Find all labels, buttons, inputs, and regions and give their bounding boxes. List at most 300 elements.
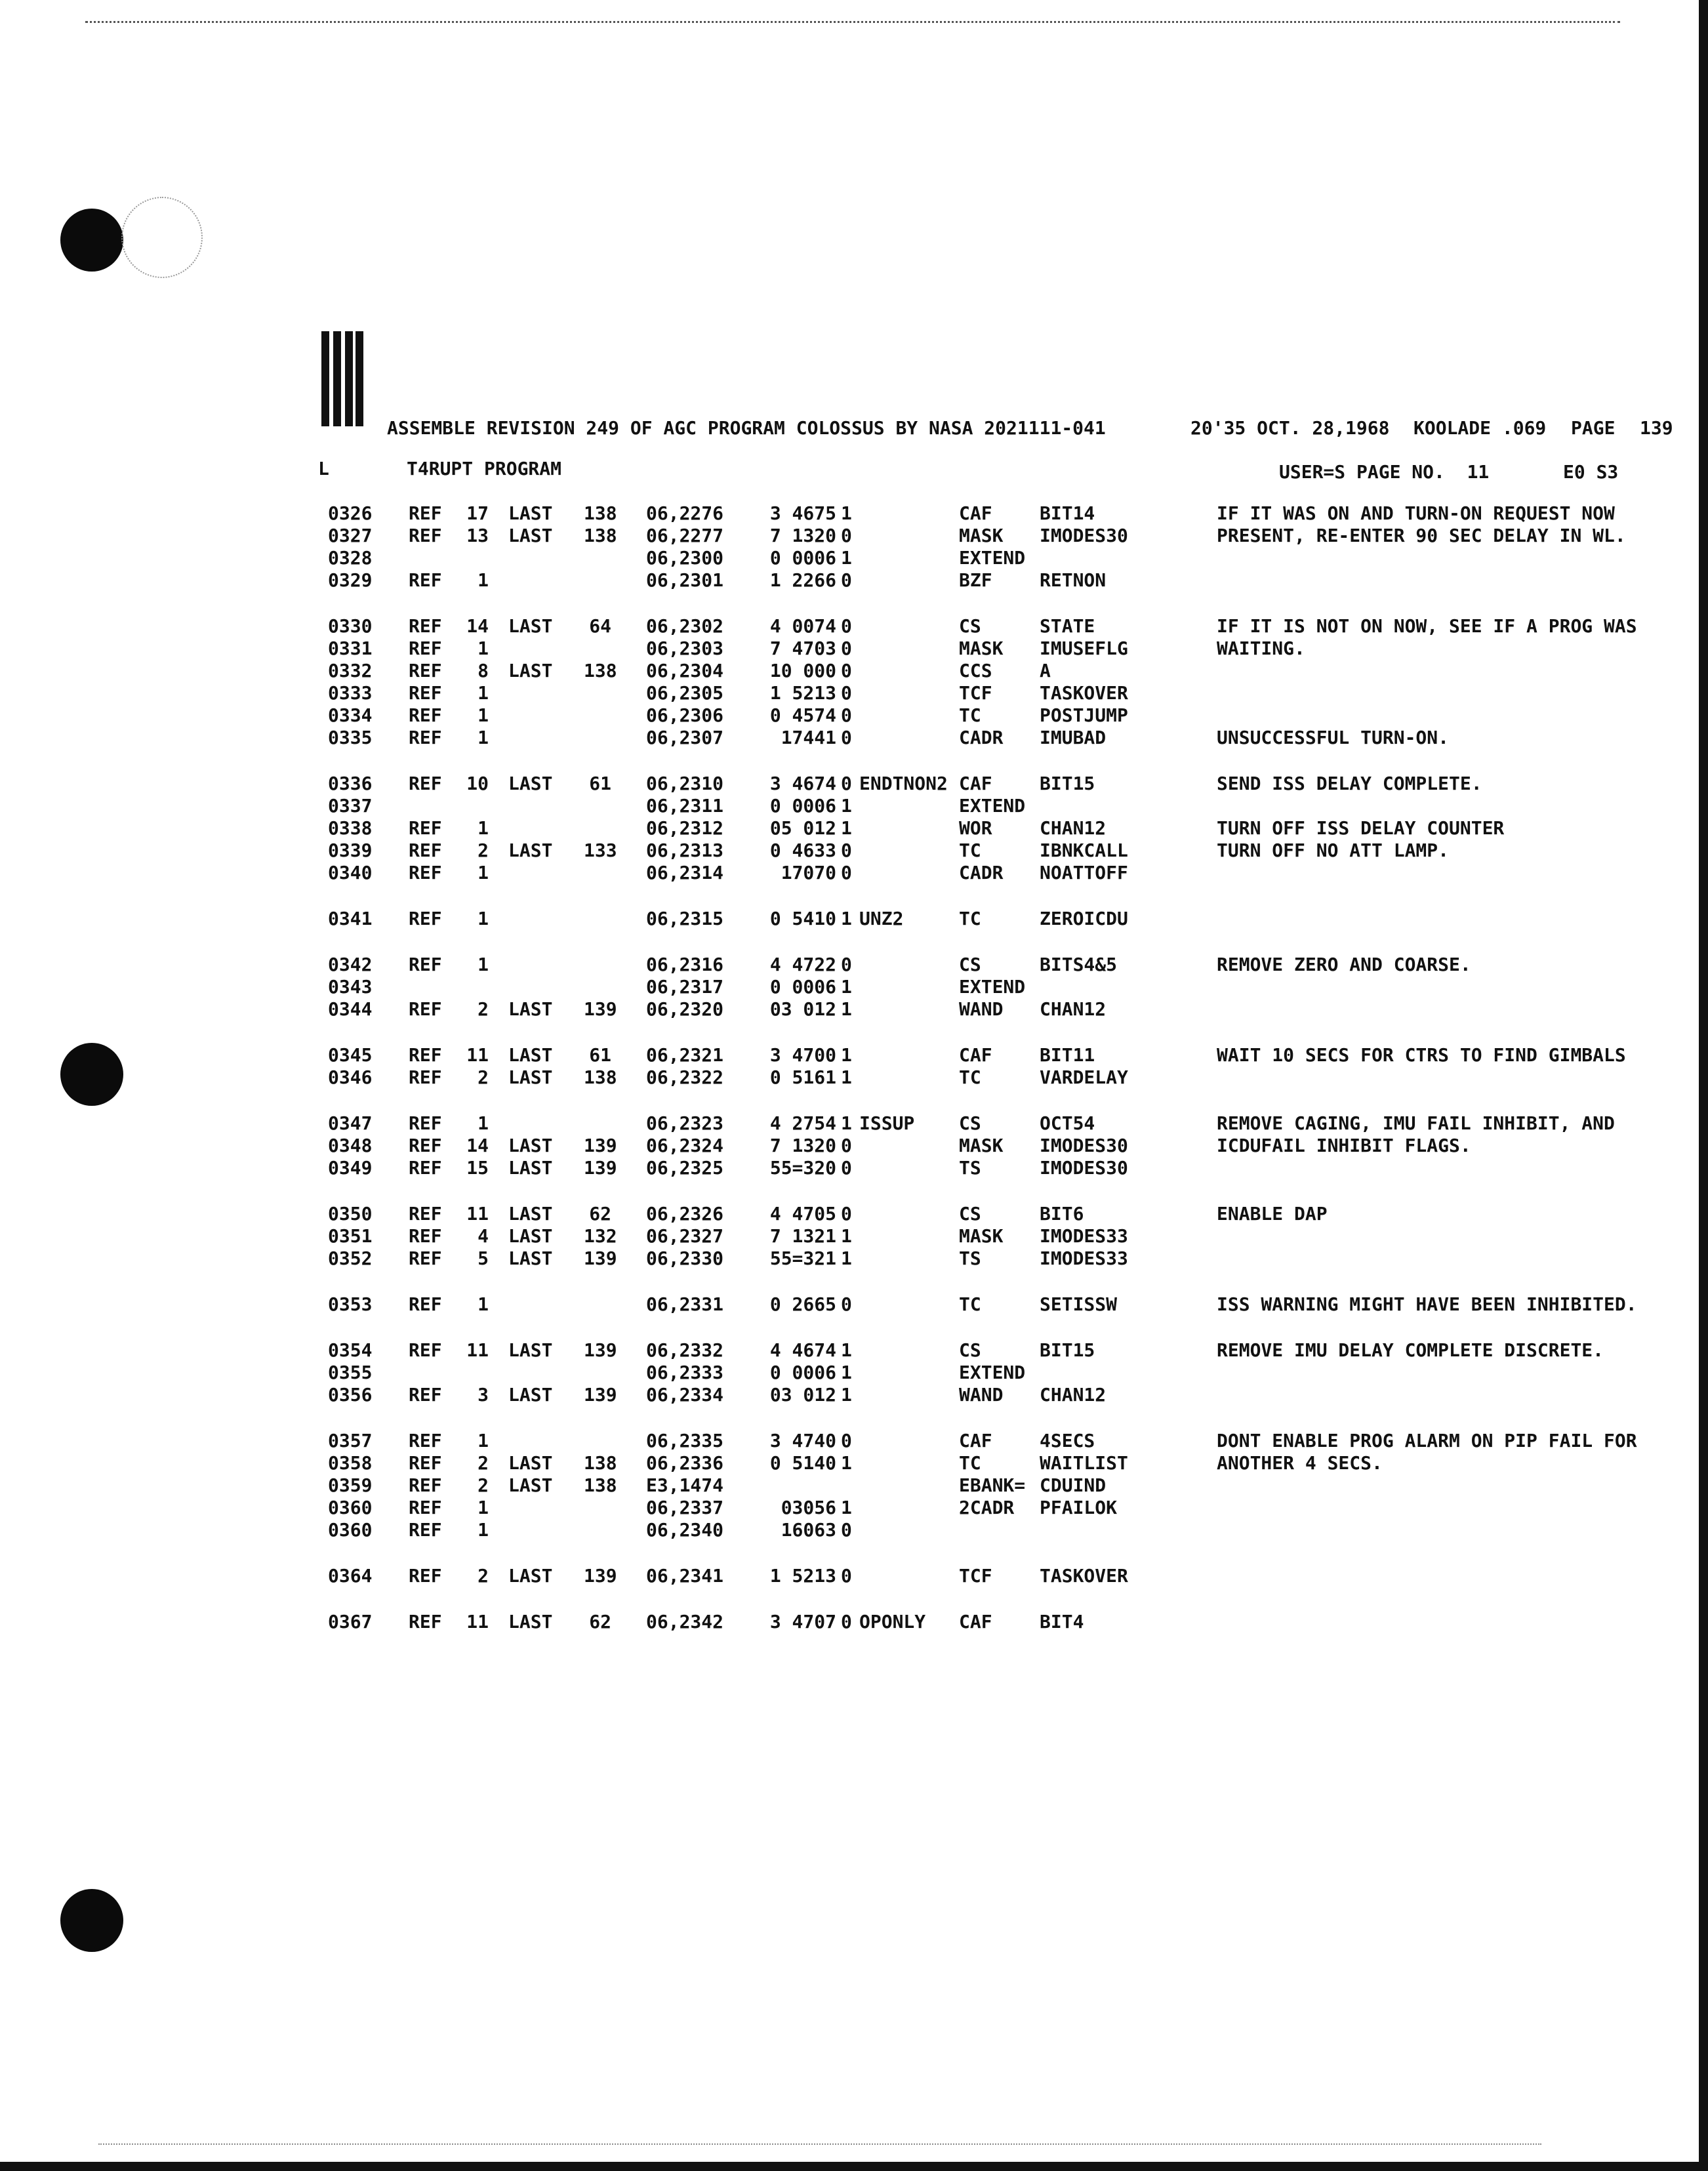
octal-word: 7 1320	[769, 1135, 836, 1156]
octal-word: 1 5213	[769, 1565, 836, 1587]
ref-count: 1	[478, 638, 489, 659]
operand: IMODES33	[1040, 1248, 1128, 1269]
ref-count: 11	[466, 1044, 489, 1066]
ref-tag: REF	[409, 1611, 442, 1633]
punch-hole-bottom	[60, 1889, 123, 1952]
listing-row	[0, 1339, 1708, 1362]
address: 06,2317	[646, 976, 724, 998]
listing-row	[0, 1474, 1708, 1497]
ref-tag: REF	[409, 1044, 442, 1066]
last-tag: LAST	[508, 1248, 553, 1269]
opcode: TCF	[959, 682, 992, 704]
opcode: CAF	[959, 502, 992, 524]
ref-tag: REF	[409, 1430, 442, 1451]
line-number: 0343	[328, 976, 373, 998]
address: 06,2304	[646, 660, 724, 681]
opcode: BZF	[959, 569, 992, 591]
octal-word: 0 5161	[769, 1066, 836, 1088]
operand: BIT6	[1040, 1203, 1084, 1225]
opcode: WAND	[959, 1384, 1004, 1406]
last-page: 138	[584, 1066, 617, 1088]
listing-row	[0, 727, 1708, 749]
parity: 1	[841, 998, 852, 1020]
last-page: 139	[584, 1565, 617, 1587]
parity: 0	[841, 1157, 852, 1179]
opcode: TC	[959, 840, 981, 861]
operand: BIT15	[1040, 1339, 1095, 1361]
opcode: CAF	[959, 773, 992, 794]
ref-count: 14	[466, 1135, 489, 1156]
octal-word: 7 1320	[769, 525, 836, 546]
octal-word: 17070	[781, 862, 836, 883]
opcode: EBANK=	[959, 1474, 1026, 1496]
address: 06,2323	[646, 1112, 724, 1134]
line-number: 0342	[328, 954, 373, 975]
line-number: 0353	[328, 1293, 373, 1315]
line-number: 0339	[328, 840, 373, 861]
opcode: CS	[959, 1203, 981, 1225]
operand: BIT14	[1040, 502, 1095, 524]
listing-row	[0, 1293, 1708, 1316]
parity: 0	[841, 954, 852, 975]
ref-count: 15	[466, 1157, 489, 1179]
opcode: EXTEND	[959, 1362, 1026, 1383]
octal-word: 4 4722	[769, 954, 836, 975]
ref-count: 3	[478, 1384, 489, 1406]
assembly-date: 20'35 OCT. 28,1968	[1190, 417, 1390, 439]
address: 06,2321	[646, 1044, 724, 1066]
operand: ZEROICDU	[1040, 908, 1128, 929]
ref-tag: REF	[409, 682, 442, 704]
address: 06,2320	[646, 998, 724, 1020]
octal-word: 0 5410	[769, 908, 836, 929]
opcode: TS	[959, 1248, 981, 1269]
comment: ENABLE DAP	[1217, 1203, 1328, 1225]
ref-count: 1	[478, 1293, 489, 1315]
last-tag: LAST	[508, 773, 553, 794]
line-number: 0328	[328, 547, 373, 569]
opcode: CCS	[959, 660, 992, 681]
ref-tag: REF	[409, 1293, 442, 1315]
address: 06,2306	[646, 704, 724, 726]
last-tag: LAST	[508, 1339, 553, 1361]
binder-mark	[321, 331, 363, 426]
line-number: 0357	[328, 1430, 373, 1451]
ref-tag: REF	[409, 1112, 442, 1134]
opcode: CS	[959, 954, 981, 975]
listing-row	[0, 1452, 1708, 1474]
listing-row	[0, 1497, 1708, 1519]
parity: 0	[841, 704, 852, 726]
opcode: TC	[959, 1066, 981, 1088]
last-page: 138	[584, 660, 617, 681]
line-number: 0335	[328, 727, 373, 748]
comment: REMOVE CAGING, IMU FAIL INHIBIT, AND	[1217, 1112, 1615, 1134]
opcode: MASK	[959, 525, 1004, 546]
comment: ISS WARNING MIGHT HAVE BEEN INHIBITED.	[1217, 1293, 1637, 1315]
ref-tag: REF	[409, 862, 442, 883]
code-label: UNZ2	[859, 908, 904, 929]
ref-count: 2	[478, 1565, 489, 1587]
opcode: CAF	[959, 1611, 992, 1633]
operand: BIT15	[1040, 773, 1095, 794]
opcode: TC	[959, 1293, 981, 1315]
listing-row	[0, 1565, 1708, 1587]
ref-count: 2	[478, 840, 489, 861]
operand: IBNKCALL	[1040, 840, 1128, 861]
opcode: WOR	[959, 817, 992, 839]
line-number: 0344	[328, 998, 373, 1020]
operand: IMUBAD	[1040, 727, 1107, 748]
ref-count: 11	[466, 1339, 489, 1361]
parity: 0	[841, 1203, 852, 1225]
comment: IF IT WAS ON AND TURN-ON REQUEST NOW	[1217, 502, 1615, 524]
ref-tag: REF	[409, 638, 442, 659]
address: 06,2333	[646, 1362, 724, 1383]
ref-tag: REF	[409, 660, 442, 681]
ref-count: 10	[466, 773, 489, 794]
ref-tag: REF	[409, 704, 442, 726]
line-number: 0350	[328, 1203, 373, 1225]
listing-row	[0, 704, 1708, 727]
line-number: 0340	[328, 862, 373, 883]
parity: 0	[841, 727, 852, 748]
address: 06,2322	[646, 1066, 724, 1088]
octal-word: 1 5213	[769, 682, 836, 704]
octal-word: 0 4633	[769, 840, 836, 861]
octal-word: 10 000	[769, 660, 836, 681]
ref-count: 1	[478, 817, 489, 839]
address: 06,2310	[646, 773, 724, 794]
line-number: 0348	[328, 1135, 373, 1156]
octal-word: 3 4700	[769, 1044, 836, 1066]
listing-row	[0, 1611, 1708, 1633]
ref-tag: REF	[409, 1474, 442, 1496]
listing-row	[0, 660, 1708, 682]
page-bottom-edge	[98, 2143, 1541, 2145]
parity: 1	[841, 1362, 852, 1383]
listing-row	[0, 817, 1708, 840]
last-page: 62	[589, 1611, 611, 1633]
line-number: 0332	[328, 660, 373, 681]
address: 06,2336	[646, 1452, 724, 1474]
listing-row	[0, 1135, 1708, 1157]
punch-hole-top	[60, 209, 123, 272]
last-page: 61	[589, 1044, 611, 1066]
parity: 1	[841, 1066, 852, 1088]
octal-word: 0 5140	[769, 1452, 836, 1474]
line-number: 0356	[328, 1384, 373, 1406]
last-page: 139	[584, 1135, 617, 1156]
scan-edge-bottom	[0, 2162, 1708, 2171]
octal-word: 0 0006	[769, 547, 836, 569]
opcode: MASK	[959, 1135, 1004, 1156]
listing-row	[0, 976, 1708, 998]
last-page: 138	[584, 1474, 617, 1496]
line-number: 0360	[328, 1497, 373, 1518]
line-number: 0337	[328, 795, 373, 817]
last-page: 138	[584, 1452, 617, 1474]
operand: PFAILOK	[1040, 1497, 1118, 1518]
address: 06,2302	[646, 615, 724, 637]
parity: 0	[841, 1519, 852, 1541]
listing-row	[0, 1203, 1708, 1225]
operand: TASKOVER	[1040, 1565, 1128, 1587]
octal-word: 05 012	[769, 817, 836, 839]
ref-tag: REF	[409, 1519, 442, 1541]
address: 06,2325	[646, 1157, 724, 1179]
operand: TASKOVER	[1040, 682, 1128, 704]
octal-word: 4 2754	[769, 1112, 836, 1134]
ref-count: 1	[478, 1112, 489, 1134]
parity: 0	[841, 638, 852, 659]
parity: 1	[841, 908, 852, 929]
listing-row	[0, 682, 1708, 704]
address: 06,2341	[646, 1565, 724, 1587]
octal-word: 55=321	[769, 1248, 836, 1269]
line-number: 0334	[328, 704, 373, 726]
parity: 0	[841, 525, 852, 546]
address: 06,2327	[646, 1225, 724, 1247]
line-number: 0358	[328, 1452, 373, 1474]
comment: WAITING.	[1217, 638, 1305, 659]
operand: BIT4	[1040, 1611, 1084, 1633]
ref-count: 11	[466, 1203, 489, 1225]
ref-count: 1	[478, 704, 489, 726]
octal-word: 3 4675	[769, 502, 836, 524]
parity: 1	[841, 547, 852, 569]
ref-count: 8	[478, 660, 489, 681]
operand: OCT54	[1040, 1112, 1095, 1134]
parity: 0	[841, 1293, 852, 1315]
ref-tag: REF	[409, 727, 442, 748]
line-flag: L	[318, 458, 329, 479]
last-page: 133	[584, 840, 617, 861]
last-tag: LAST	[508, 615, 553, 637]
listing-row	[0, 908, 1708, 930]
opcode: CADR	[959, 862, 1004, 883]
line-number: 0327	[328, 525, 373, 546]
last-tag: LAST	[508, 1565, 553, 1587]
octal-word: 03 012	[769, 998, 836, 1020]
line-number: 0359	[328, 1474, 373, 1496]
last-tag: LAST	[508, 1225, 553, 1247]
line-number: 0338	[328, 817, 373, 839]
operand: POSTJUMP	[1040, 704, 1128, 726]
address: 06,2337	[646, 1497, 724, 1518]
last-tag: LAST	[508, 998, 553, 1020]
line-number: 0364	[328, 1565, 373, 1587]
last-tag: LAST	[508, 1066, 553, 1088]
ref-tag: REF	[409, 817, 442, 839]
octal-word: 0 2665	[769, 1293, 836, 1315]
line-number: 0331	[328, 638, 373, 659]
last-tag: LAST	[508, 502, 553, 524]
last-page: 138	[584, 525, 617, 546]
address: E3,1474	[646, 1474, 724, 1496]
ref-count: 17	[466, 502, 489, 524]
octal-word: 3 4707	[769, 1611, 836, 1633]
parity: 1	[841, 817, 852, 839]
opcode: CS	[959, 615, 981, 637]
line-number: 0330	[328, 615, 373, 637]
ref-tag: REF	[409, 1452, 442, 1474]
line-number: 0333	[328, 682, 373, 704]
address: 06,2311	[646, 795, 724, 817]
listing-row	[0, 638, 1708, 660]
operand: STATE	[1040, 615, 1095, 637]
comment: REMOVE IMU DELAY COMPLETE DISCRETE.	[1217, 1339, 1604, 1361]
address: 06,2312	[646, 817, 724, 839]
code-label: ENDTNON2	[859, 773, 948, 794]
ref-count: 2	[478, 998, 489, 1020]
ref-tag: REF	[409, 840, 442, 861]
ref-count: 11	[466, 1611, 489, 1633]
parity: 0	[841, 682, 852, 704]
last-page: 139	[584, 1339, 617, 1361]
line-number: 0345	[328, 1044, 373, 1066]
octal-word: 16063	[781, 1519, 836, 1541]
address: 06,2315	[646, 908, 724, 929]
octal-word: 3 4740	[769, 1430, 836, 1451]
octal-word: 7 1321	[769, 1225, 836, 1247]
listing-row	[0, 1066, 1708, 1089]
address: 06,2330	[646, 1248, 724, 1269]
address: 06,2305	[646, 682, 724, 704]
code-label: ISSUP	[859, 1112, 915, 1134]
operand: NOATTOFF	[1040, 862, 1128, 883]
last-tag: LAST	[508, 1135, 553, 1156]
octal-word: 1 2266	[769, 569, 836, 591]
ref-count: 1	[478, 1519, 489, 1541]
line-number: 0367	[328, 1611, 373, 1633]
address: 06,2340	[646, 1519, 724, 1541]
section-title: T4RUPT PROGRAM	[407, 458, 562, 479]
parity: 0	[841, 862, 852, 883]
last-page: 62	[589, 1203, 611, 1225]
line-number: 0360	[328, 1519, 373, 1541]
ref-count: 1	[478, 727, 489, 748]
ref-tag: REF	[409, 1565, 442, 1587]
octal-word: 7 4703	[769, 638, 836, 659]
ref-count: 5	[478, 1248, 489, 1269]
last-tag: LAST	[508, 1474, 553, 1496]
comment: ICDUFAIL INHIBIT FLAGS.	[1217, 1135, 1471, 1156]
opcode: EXTEND	[959, 976, 1026, 998]
ref-tag: REF	[409, 1497, 442, 1518]
operand: BITS4&5	[1040, 954, 1118, 975]
last-tag: LAST	[508, 525, 553, 546]
ref-count: 1	[478, 1497, 489, 1518]
ref-tag: REF	[409, 525, 442, 546]
opcode: WAND	[959, 998, 1004, 1020]
ref-tag: REF	[409, 615, 442, 637]
parity: 1	[841, 1384, 852, 1406]
octal-word: 0 0006	[769, 976, 836, 998]
last-tag: LAST	[508, 1044, 553, 1066]
listing-row	[0, 615, 1708, 638]
ref-tag: REF	[409, 998, 442, 1020]
operand: 4SECS	[1040, 1430, 1095, 1451]
ref-count: 2	[478, 1474, 489, 1496]
octal-word: 4 4674	[769, 1339, 836, 1361]
operand: CDUIND	[1040, 1474, 1107, 1496]
operand: VARDELAY	[1040, 1066, 1128, 1088]
address: 06,2331	[646, 1293, 724, 1315]
ref-tag: REF	[409, 908, 442, 929]
ref-tag: REF	[409, 1384, 442, 1406]
opcode: TC	[959, 1452, 981, 1474]
last-page: 64	[589, 615, 611, 637]
opcode: MASK	[959, 1225, 1004, 1247]
ref-tag: REF	[409, 1157, 442, 1179]
parity: 1	[841, 976, 852, 998]
listing-row	[0, 525, 1708, 547]
operand: A	[1040, 660, 1051, 681]
line-number: 0336	[328, 773, 373, 794]
operand: IMODES30	[1040, 1157, 1128, 1179]
line-number: 0326	[328, 502, 373, 524]
opcode: TS	[959, 1157, 981, 1179]
operand: IMODES30	[1040, 1135, 1128, 1156]
parity: 0	[841, 569, 852, 591]
parity: 0	[841, 1135, 852, 1156]
comment: ANOTHER 4 SECS.	[1217, 1452, 1383, 1474]
address: 06,2303	[646, 638, 724, 659]
opcode: CS	[959, 1112, 981, 1134]
address: 06,2314	[646, 862, 724, 883]
address: 06,2342	[646, 1611, 724, 1633]
address: 06,2324	[646, 1135, 724, 1156]
last-tag: LAST	[508, 1157, 553, 1179]
last-tag: LAST	[508, 1452, 553, 1474]
operand: BIT11	[1040, 1044, 1095, 1066]
ref-count: 13	[466, 525, 489, 546]
opcode: TC	[959, 908, 981, 929]
ref-count: 1	[478, 908, 489, 929]
ref-tag: REF	[409, 1135, 442, 1156]
assembly-title: ASSEMBLE REVISION 249 OF AGC PROGRAM COLOSSUS BY NASA 2021111-041	[387, 417, 1106, 439]
opcode: TC	[959, 704, 981, 726]
line-number: 0352	[328, 1248, 373, 1269]
comment: IF IT IS NOT ON NOW, SEE IF A PROG WAS	[1217, 615, 1637, 637]
address: 06,2277	[646, 525, 724, 546]
last-page: 138	[584, 502, 617, 524]
parity: 0	[841, 1565, 852, 1587]
last-page: 61	[589, 773, 611, 794]
parity: 0	[841, 840, 852, 861]
parity: 1	[841, 1044, 852, 1066]
parity: 0	[841, 773, 852, 794]
listing-row	[0, 1248, 1708, 1270]
address: 06,2332	[646, 1339, 724, 1361]
code-label: OPONLY	[859, 1611, 926, 1633]
address: 06,2307	[646, 727, 724, 748]
parity: 1	[841, 1339, 852, 1361]
octal-word: 0 0006	[769, 795, 836, 817]
ref-count: 1	[478, 954, 489, 975]
address: 06,2335	[646, 1430, 724, 1451]
opcode: 2CADR	[959, 1497, 1015, 1518]
comment: REMOVE ZERO AND COARSE.	[1217, 954, 1471, 975]
comment: WAIT 10 SECS FOR CTRS TO FIND GIMBALS	[1217, 1044, 1626, 1066]
listing-row	[0, 773, 1708, 795]
listing-row	[0, 1430, 1708, 1452]
comment: TURN OFF ISS DELAY COUNTER	[1217, 817, 1505, 839]
last-tag: LAST	[508, 840, 553, 861]
ref-tag: REF	[409, 1248, 442, 1269]
octal-word: 03056	[781, 1497, 836, 1518]
